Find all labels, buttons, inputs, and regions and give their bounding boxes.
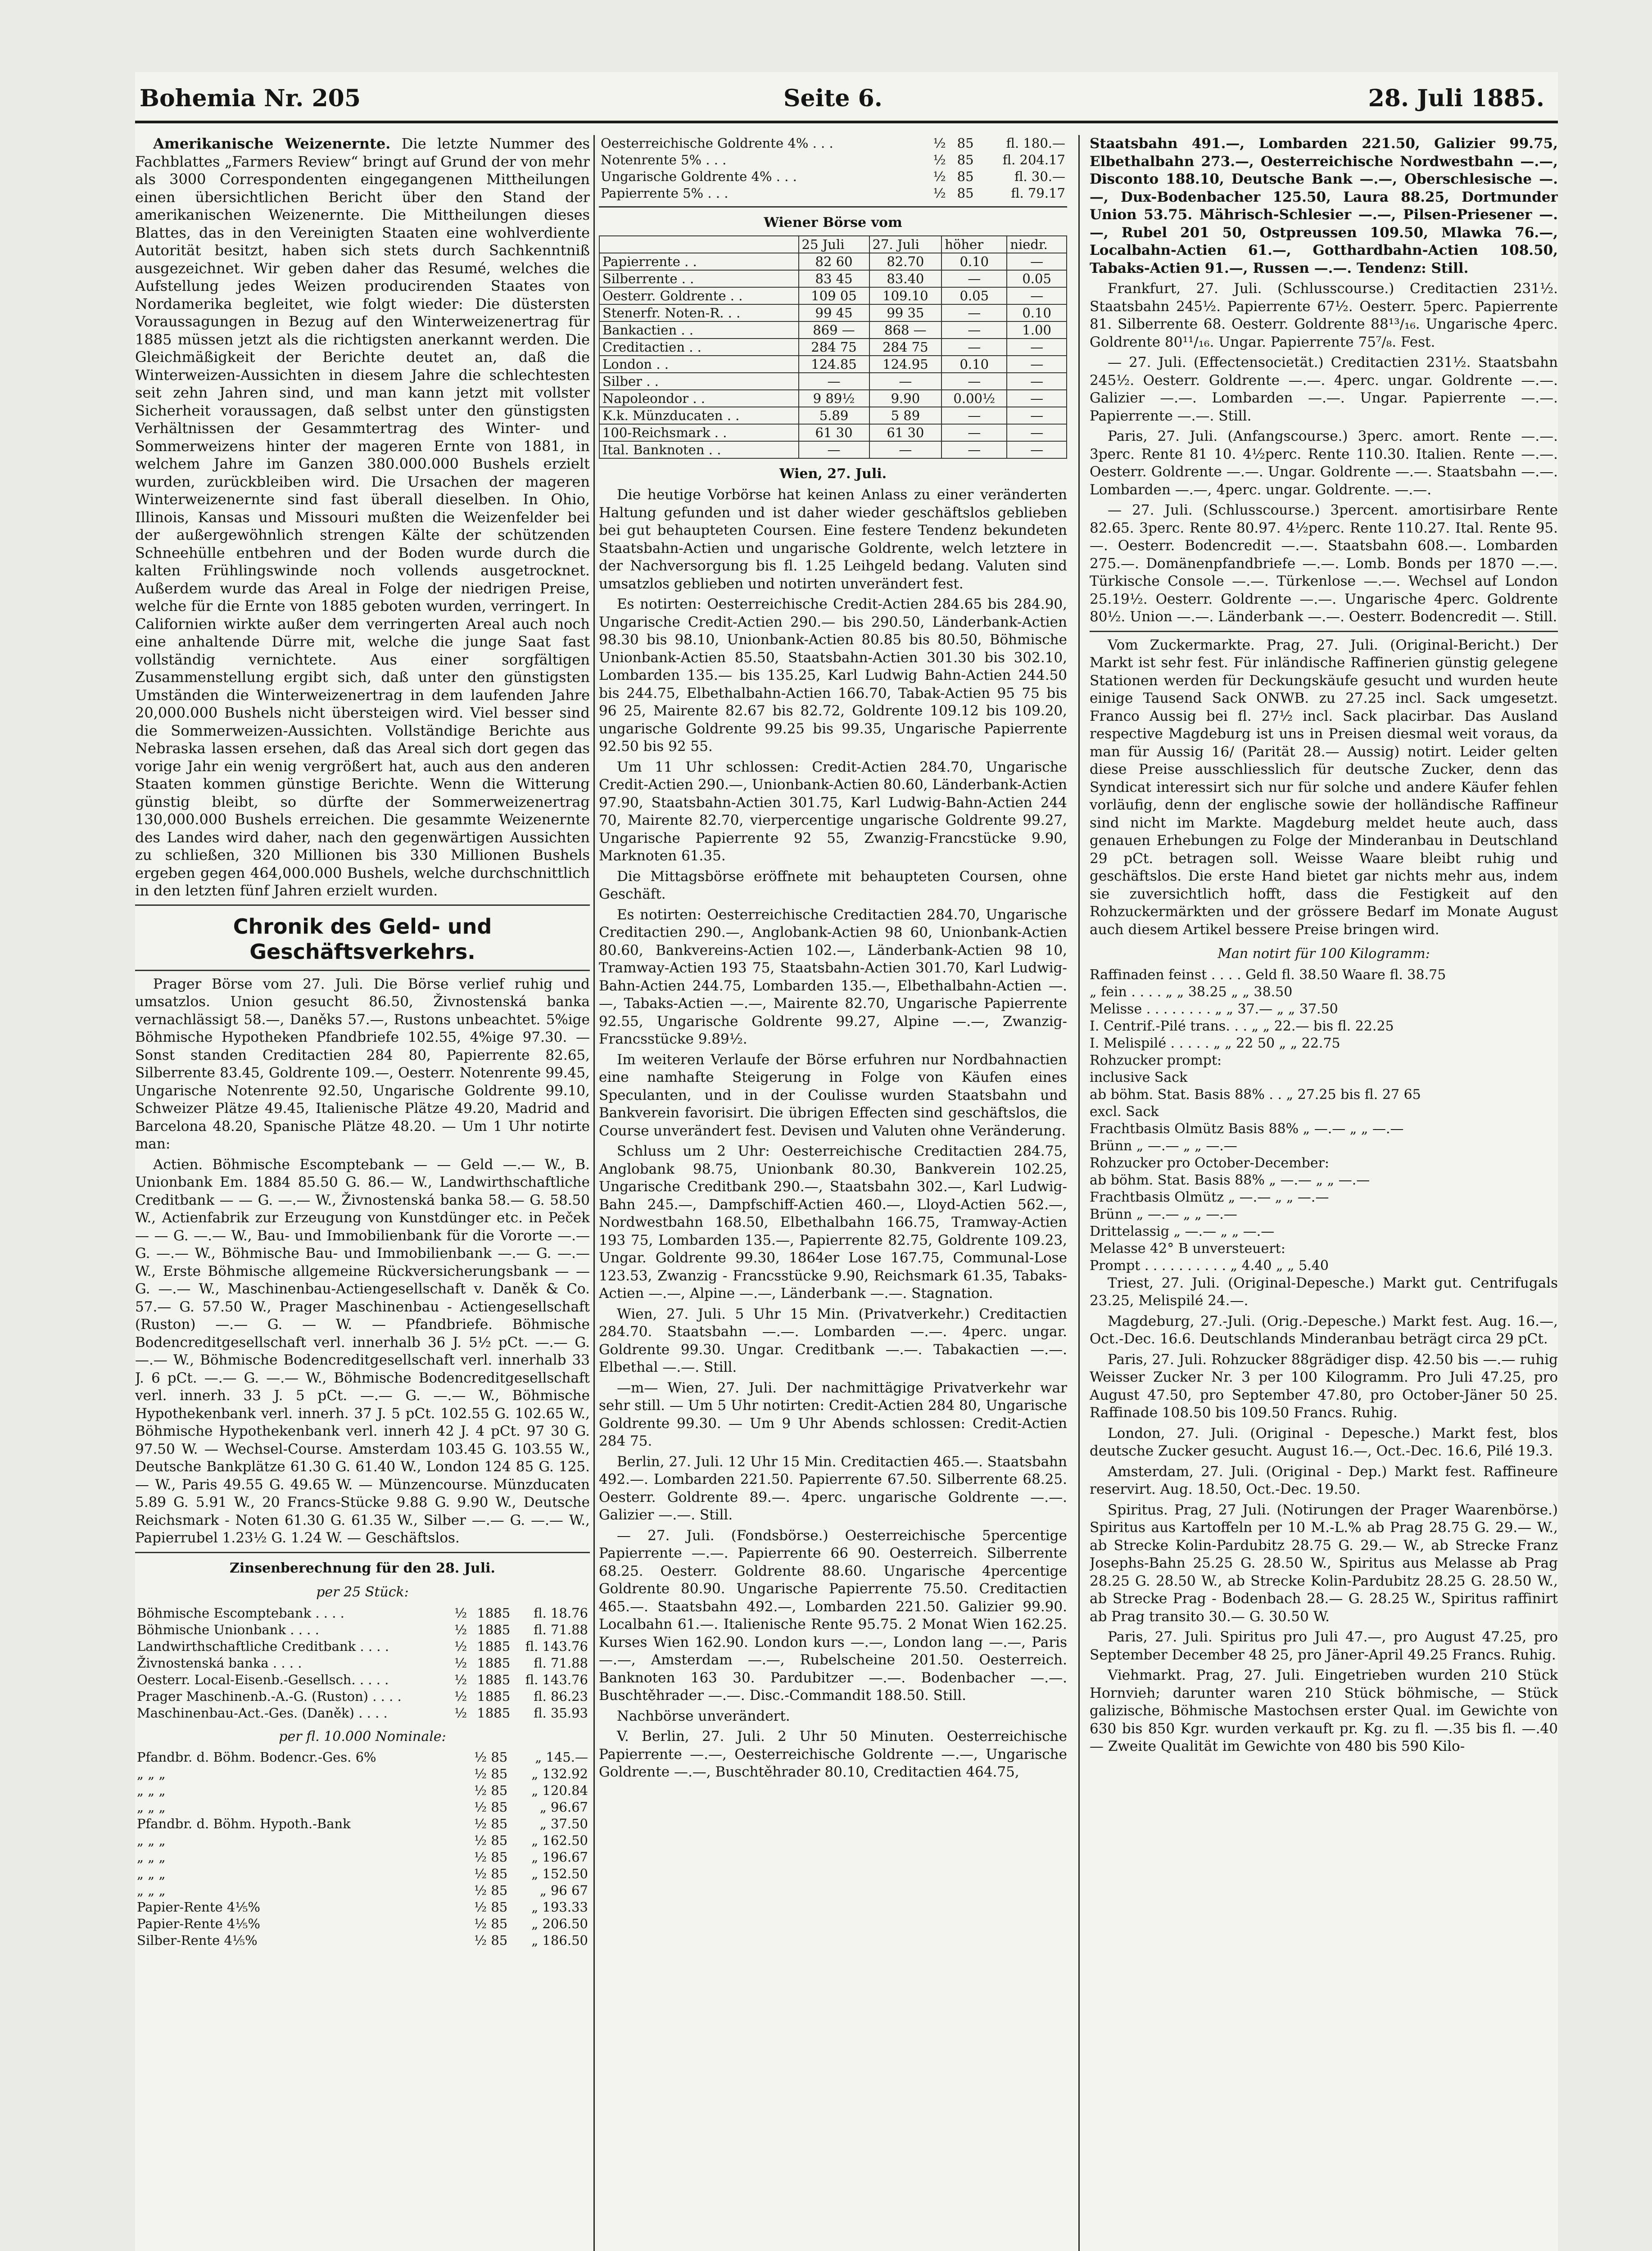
zinsen-pct: ½ [454, 1688, 467, 1704]
pfand-pct: ½ 85 [474, 1749, 508, 1765]
kurs-cell: 99 35 [869, 304, 942, 321]
kurs-cell: 284 75 [799, 339, 869, 356]
column-left [135, 135, 590, 1949]
pfand-name: Papier-Rente 4⅕% [137, 1916, 260, 1931]
wien-reports [599, 486, 1067, 1781]
zinsen-subtitle: per 25 Stück: [316, 1584, 409, 1600]
kurs-cell: — [1007, 287, 1067, 304]
prag-actien-paragraph: Actien. Böhmische Escomptebank — — Geld —.— W., B. Unionbank Em. 1884 85.50 G. 86.— W., Landwirthschaftliche Creditbank — — G. —.— W., Živnostenská banka 58.— G. 58.50 W., Actienfabrik zur Erzeugung von Kunstdünger etc. in Peček — — G. —.— W., Bau- und Immobilienbank für die Vororte —.— G. —.— W., Böhmische Bau- und Immobilienbank —.— G. —.— W., Erste Böhmische allgemeine Rückversicherungsbank — — G. —.— W., Maschinenbau-Actiengesellschaft v. Daněk & Co. 57.— G. 57.50 W., Prager Maschinenbau - Actiengesellschaft (Ruston) —.— G. — W. — Pfandbriefe. Böhmische Bodencreditgesellschaft verl. innerhalb 36 J. 5½ pCt. —.— G. —.— W., Böhmische Bodencreditgesellschaft verl. innerhalb 33 J. 6 pCt. —.— G. —.— W., Böhmische Bodencreditgesellschaft verl. innerh. 33 J. 5 pCt. —.— G. —.— W., Böhmische Hypothekenbank verl. innerh. 37 J. 5 pCt. 102.55 G. 102.65 W., Böhmische Hypothekenbank verl. innerh 42 J. 4 pCt. 97 30 G. 97.50 W. — Wechsel-Course. Amsterdam 103.45 G. 103.55 W., Deutsche Bankplätze 61.30 G. 61.40 W., London 124 85 G. 125.— W., Paris 49.55 G. 49.65 W. — Münzencourse. Münzducaten 5.89 G. 5.91 W., 20 Francs-Stücke 9.88 G. 9.90 W., Deutsche Reichsmark - Noten 61.30 G. 61.35 W., Silber —.— G. —.— W., Papierrubel 1.23½ G. 1.24 W. — Geschäftslos. [135, 1156, 590, 1546]
pfand-pct: ½ 85 [474, 1833, 508, 1848]
zinsen-title: Zinsenberechnung für den 28. Juli. [230, 1560, 495, 1576]
kurs-cell: 82 60 [799, 253, 869, 270]
kurs-cell: — [1007, 339, 1067, 356]
kurs-header-cell [599, 236, 799, 253]
pfand-pct: ½ 85 [474, 1799, 508, 1815]
pfand-row [135, 1782, 590, 1799]
kurs-cell: — [1007, 373, 1067, 390]
pfand-value: „ 196.67 [531, 1849, 588, 1865]
renten-row [599, 135, 1067, 152]
pfand-row [135, 1849, 590, 1866]
pfand-name: „ „ „ [137, 1883, 166, 1898]
raw-sugar-row: Prompt . . . . . . . . . . „ 4.40 „ „ 5.40 [1090, 1257, 1329, 1274]
section-rule [135, 1552, 590, 1553]
zinsen-row [135, 1638, 590, 1655]
kurs-cell: — [799, 441, 869, 458]
wien-paragraph: Im weiteren Verlaufe der Börse erfuhren nur Nordbahnactien eine namhafte Steigerung in Folge von Käufen eines Speculanten, und in der Coulisse wurden Staatsbahn und Bankverein favorisirt. Die übrigen Effecten sind geschäftslos, die Course unverändert fest. Devisen und Valuten ohne Veränderung. [599, 1051, 1067, 1139]
zinsen-subtitle-2: per fl. 10.000 Nominale: [279, 1728, 446, 1745]
renten-table [599, 135, 1067, 202]
pfand-value: „ 145.— [535, 1749, 588, 1765]
kurs-cell: 124.95 [869, 356, 942, 373]
kurs-cell: 124.85 [799, 356, 869, 373]
kurs-cell: — [941, 373, 1007, 390]
kurs-cell: — [941, 339, 1007, 356]
wien-dateline: Wien, 27. Juli. [779, 466, 887, 482]
kurs-cell: 109.10 [869, 287, 942, 304]
kurs-cell: 109 05 [799, 287, 869, 304]
zinsen-pct: ½ [454, 1638, 467, 1654]
zinsen-name: Maschinenbau-Act.-Ges. (Daněk) . . . . [137, 1705, 388, 1721]
renten-name: Ungarische Goldrente 4% . . . [601, 169, 797, 184]
zinsen-pct: ½ [454, 1605, 467, 1621]
renten-name: Oesterreichische Goldrente 4% . . . [601, 136, 833, 151]
kurs-cell: 61 30 [799, 424, 869, 441]
zinsen-year: 1885 [477, 1672, 511, 1687]
kurs-header-row [599, 236, 1067, 253]
zinsen-pct: ½ [454, 1655, 467, 1671]
kurs-cell: 869 — [799, 321, 869, 339]
header-rule [135, 121, 1558, 123]
kurs-cell: — [941, 407, 1007, 424]
renten-value: fl. 204.17 [1002, 152, 1065, 167]
kurs-cell: 0.10 [941, 253, 1007, 270]
section-rule [599, 206, 1067, 208]
pfand-pct: ½ 85 [474, 1933, 508, 1948]
kurs-cell: 83.40 [869, 270, 942, 287]
raw-sugar-row: Brünn „ —.— „ „ —.— [1090, 1206, 1237, 1222]
pfand-row [135, 1766, 590, 1782]
column-right [1090, 135, 1558, 1758]
market-paragraph: Triest, 27. Juli. (Original-Depesche.) Markt gut. Centrifugals 23.25, Melispilé 24.—. [1090, 1275, 1558, 1309]
pfand-row [135, 1916, 590, 1932]
kurs-cell: — [869, 441, 942, 458]
kurs-label: Stenerfr. Noten-R. . . [599, 304, 799, 321]
kurs-row [599, 390, 1067, 407]
pfand-pct: ½ 85 [474, 1816, 508, 1831]
kurs-cell: 1.00 [1007, 321, 1067, 339]
kurs-header-cell: 25 Juli [799, 236, 869, 253]
pfand-name: Papier-Rente 4⅕% [137, 1899, 260, 1915]
market-reports [1090, 1275, 1558, 1756]
wiener-kurs-table [599, 235, 1067, 459]
market-paragraph: Spiritus. Prag, 27 Juli. (Notirungen der Prager Waarenbörse.) Spiritus aus Kartoffeln per 10 M.-L.% ab Prag 28.75 G. 29.— W., ab Strecke Kolin-Pardubitz 28.75 G. 29.— W., ab Strecke Franz Josephs-Bahn 25.25 G. 28.50 W., Spiritus aus Melasse ab Prag 28.25 G. 28.50 W., ab Strecke Kolin-Pardubitz 28.25 G. 28.50 W., ab Strecke Prag - Bodenbach 28.— G. 28.25 W., Spiritus raffinirt ab Prag transito 30.— G. 30.50 W. [1090, 1501, 1558, 1625]
zinsen-pct: ½ [454, 1622, 467, 1637]
pfand-row [135, 1799, 590, 1816]
pfand-value: „ 132.92 [531, 1766, 588, 1781]
pfand-name: „ „ „ [137, 1849, 166, 1865]
zinsen-name: Landwirthschaftliche Creditbank . . . . [137, 1638, 389, 1654]
sugar-price-row: I. Centrif.-Pilé trans. . . „ „ 22.— bis fl. 22.25 [1090, 1018, 1394, 1034]
wien-paragraph: Es notirten: Oesterreichische Creditactien 284.70, Ungarische Creditactien 290.—, Anglobank-Actien 98 60, Unionbank-Actien 80.60, Bankvereins-Actien 102.—, Länderbank-Actien 98 10, Tramway-Actien 193 75, Staatsbahn-Actien 301.70, Karl Ludwig-Bahn-Actien 244.75, Lombarden 135.—, Elbethalbahn-Actien —.—, Tabaks-Actien —.—, Mairente 82.70, Ungarische Papierrente 92.55, Ungarische Goldrente 99.27, Alpine —.—, Zwanzig-Francsstücke 9.89½. [599, 906, 1067, 1047]
pfand-name: Pfandbr. d. Böhm. Hypoth.-Bank [137, 1816, 351, 1831]
zinsen-value: fl. 71.88 [534, 1622, 588, 1637]
pfandbrief-table [135, 1749, 590, 1949]
pfand-value: „ 162.50 [531, 1833, 588, 1848]
wien-paragraph: Schluss um 2 Uhr: Oesterreichische Creditactien 284.75, Anglobank 98.75, Unionbank 80.30, Bankverein 102.25, Ungarische Creditbank 290.—, Staatsbahn 302.—, Karl Ludwig-Bahn 245.—, Dampfschiff-Actien 460.—, Lloyd-Actien 562.—, Nordwestbahn 168.50, Elbethalbahn 166.75, Tramway-Actien 193 75, Lombarden 135.—, Papierrente 82.75, Goldrente 109.23, Ungar. Goldrente 99.30, 1864er Lose 167.75, Communal-Lose 123.53, Zwanzig - Francsstücke 9.90, Reichsmark 61.35, Tabaks-Actien —.—, Alpine —.—, Länderbank —.—. Stagnation. [599, 1143, 1067, 1302]
pfand-pct: ½ 85 [474, 1849, 508, 1865]
zinsen-value: fl. 86.23 [534, 1688, 588, 1704]
section-rule [135, 970, 590, 971]
exchange-paragraph: — 27. Juli. (Effectensocietät.) Creditactien 231½. Staatsbahn 245½. Oesterr. Goldrente —.—. 4perc. ungar. Goldrente —.—. Galizier —.—. Lombarden —.—. Ungar. Papierrente —.—. Papierrente —.—. Still. [1090, 354, 1558, 424]
kurs-cell: — [1007, 441, 1067, 458]
pfand-name: Silber-Rente 4⅕% [137, 1933, 258, 1948]
kurs-row [599, 287, 1067, 304]
wien-paragraph: Berlin, 27. Juli. 12 Uhr 15 Min. Creditactien 465.—. Staatsbahn 492.—. Lombarden 221.50. Papierrente 67.50. Silberrente 68.25. Oesterr. Goldrente 89.—. 4perc. ungarische Goldrente —.—. Galizier —.—. Still. [599, 1453, 1067, 1523]
raw-sugar-row: Frachtbasis Olmütz Basis 88% „ —.— „ „ —.— [1090, 1121, 1404, 1137]
renten-name: Papierrente 5% . . . [601, 185, 729, 201]
kurs-cell: — [941, 424, 1007, 441]
column-rule-2 [1078, 135, 1080, 2251]
renten-pct: ½ [933, 169, 946, 184]
exchange-paragraph: Frankfurt, 27. Juli. (Schlusscourse.) Creditactien 231½. Staatsbahn 245½. Papierrente 67½. Oesterr. 5perc. Papierrente 81. Silberrente 68. Oesterr. Goldrente 88¹³/₁₆. Ungarische 4perc. Goldrente 80¹¹/₁₆. Ungar. Papierrente 75⁷/₈. Fest. [1090, 280, 1558, 350]
pfand-value: „ 96 67 [539, 1883, 588, 1898]
prag-boerse-paragraph: Prager Börse vom 27. Juli. Die Börse verlief ruhig und umsatzlos. Union gesucht 86.50, Živnostenská banka vernachlässigt 58.—, Daněks 57.—, Rustons unbeachtet. 5%ige Böhmische Hypotheken Pfandbriefe 102.55, 4%ige 97.30. — Sonst standen Creditactien 284 80, Papierrente 82.65, Silberrente 83.45, Goldrente 109.—, Oesterr. Notenrente 99.45, Ungarische Notenrente 92.50, Ungarische Goldrente 99.10, Schweizer Plätze 49.45, Italienische Plätze 49.20, Madrid and Barcelona 48.20, Spanische Plätze 48.20. — Um 1 Uhr notirte man: [135, 976, 590, 1152]
sugar-table-head: Man notirt für 100 Kilogramm: [1218, 946, 1430, 962]
zinsen-name: Prager Maschinenb.-A.-G. (Ruston) . . . . [137, 1688, 402, 1704]
pfand-name: „ „ „ [137, 1799, 166, 1815]
pfand-value: „ 186.50 [531, 1933, 588, 1948]
renten-pct: ½ [933, 136, 946, 151]
wien-paragraph: Es notirten: Oesterreichische Credit-Actien 284.65 bis 284.90, Ungarische Credit-Actien 290.— bis 290.50, Länderbank-Actien 98.30 bis 98.10, Unionbank-Actien 80.85 bis 80.50, Böhmische Unionbank-Actien 85.50, Staatsbahn-Actien 301.30 bis 302.10, Lombarden 135.— bis 135.25, Karl Ludwig Bahn-Actien 244.50 bis 244.75, Elbethalbahn-Actien 166.70, Tabak-Actien 95 75 bis 96 25, Mairente 82.67 bis 82.72, Goldrente 109.12 bis 109.20, ungarische Goldrente 99.25 bis 99.35, Ungarische Papierrente 92.50 bis 92 55. [599, 596, 1067, 755]
kurs-row [599, 407, 1067, 424]
kurs-row [599, 321, 1067, 339]
pfand-value: „ 193.33 [531, 1899, 588, 1915]
raw-sugar-row: Brünn „ —.— „ „ —.— [1090, 1138, 1237, 1154]
kurs-row [599, 304, 1067, 321]
wien-paragraph: Die heutige Vorbörse hat keinen Anlass zu einer veränderten Haltung gefunden und ist daher wieder geschäftslos geblieben bei gut behaupteten Coursen. Eine festere Tendenz bekundeten Staatsbahn-Actien und ungarische Goldrente, welch letztere in der Nachversorgung bis fl. 1.25 Leihgeld bedang. Valuten sind umsatzlos geblieben und notirten unverändert fest. [599, 487, 1067, 592]
kurs-cell: 5.89 [799, 407, 869, 424]
pfand-row [135, 1899, 590, 1916]
market-paragraph: Paris, 27. Juli. Rohzucker 88grädiger disp. 42.50 bis —.— ruhig Weisser Zucker Nr. 3 per 100 Kilogramm. Pro Juli 47.25, pro August 47.50, pro September 47.80, pro October-Jäner 50 25. Raffinade 108.50 bis 109.50 Francs. Ruhig. [1090, 1351, 1558, 1421]
zinsen-row [135, 1605, 590, 1622]
zinsen-pct: ½ [454, 1672, 467, 1687]
pfand-name: „ „ „ [137, 1766, 166, 1781]
zinsen-row [135, 1705, 590, 1722]
kurs-cell: 0.05 [1007, 270, 1067, 287]
kurs-cell: — [1007, 390, 1067, 407]
exchange-paragraph: Staatsbahn 491.—, Lombarden 221.50, Galizier 99.75, Elbethalbahn 273.—, Oesterreichische Nordwestbahn —.—, Disconto 188.10, Deutsche Bank —.—, Oberschlesische —.—, Dux-Bodenbacher 125.50, Laura 88.25, Dortmunder Union 53.75. Mährisch-Schlesier —.—, Pilsen-Priesener —.—, Rubel 201 50, Ostpreussen 109.50, Mlawka 76.—, Localbahn-Actien 61.—, Gotthardbahn-Actien 108.50, Tabaks-Actien 91.—, Russen —.—. Tendenz: Still. [1090, 136, 1558, 276]
kurs-cell: — [941, 304, 1007, 321]
pfand-name: Pfandbr. d. Böhm. Bodencr.-Ges. 6% [137, 1749, 376, 1765]
wien-paragraph: —m— Wien, 27. Juli. Der nachmittägige Privatverkehr war sehr still. — Um 5 Uhr notirten: Credit-Actien 284 80, Ungarische Goldrente 99.30. — Um 9 Uhr Abends schlossen: Credit-Actien 284 75. [599, 1379, 1067, 1449]
market-paragraph: London, 27. Juli. (Original - Depesche.) Markt fest, blos deutsche Zucker gesucht. August 16.—, Oct.-Dec. 16.6, Pilé 19.3. [1090, 1425, 1558, 1459]
wien-paragraph: V. Berlin, 27. Juli. 2 Uhr 50 Minuten. Oesterreichische Papierrente —.—, Oesterreichische Goldrente —.—, Ungarische Goldrente —.—, Buschtěhrader 80.10, Creditactien 464.75, [599, 1728, 1067, 1780]
raw-sugar-list [1090, 1052, 1558, 1275]
zinsen-row [135, 1622, 590, 1638]
column-rule-1 [593, 135, 595, 2251]
market-paragraph: Paris, 27. Juli. Spiritus pro Juli 47.—, pro August 47.25, pro September December 48 25, pro Jäner-April 49.25 Francs. Ruhig. [1090, 1629, 1558, 1663]
zinsen-year: 1885 [477, 1622, 511, 1637]
renten-num: 85 [957, 169, 974, 184]
renten-name: Notenrente 5% . . . [601, 152, 727, 167]
chronik-title: Chronik des Geld- und Geschäftsverkehrs. [233, 914, 492, 964]
kurs-label: Oesterr. Goldrente . . [599, 287, 799, 304]
zinsen-year: 1885 [477, 1655, 511, 1671]
pfand-pct: ½ 85 [474, 1766, 508, 1781]
raw-sugar-row: inclusive Sack [1090, 1069, 1188, 1085]
sugar-price-row: „ fein . . . . „ „ 38.25 „ „ 38.50 [1090, 984, 1293, 1000]
pfand-row [135, 1816, 590, 1832]
renten-pct: ½ [933, 185, 946, 201]
zinsen-year: 1885 [477, 1638, 511, 1654]
renten-row [599, 152, 1067, 168]
kurs-cell: 868 — [869, 321, 942, 339]
kurs-label: Silberrente . . [599, 270, 799, 287]
kurs-cell: — [1007, 407, 1067, 424]
header-date: 28. Juli 1885. [1368, 85, 1544, 112]
kurs-row [599, 424, 1067, 441]
header-page-number: Seite 6. [783, 85, 883, 112]
kurs-row [599, 356, 1067, 373]
pfand-row [135, 1866, 590, 1882]
wiener-boerse-title: Wiener Börse vom [764, 215, 902, 231]
kurs-cell: 0.10 [941, 356, 1007, 373]
pfand-pct: ½ 85 [474, 1883, 508, 1898]
raw-sugar-row: ab böhm. Stat. Basis 88% „ —.— „ „ —.— [1090, 1172, 1370, 1188]
wheat-article-title: Amerikanische Weizenernte. [153, 135, 391, 152]
kurs-cell: — [941, 270, 1007, 287]
kurs-label: Napoleondor . . [599, 390, 799, 407]
pfand-pct: ½ 85 [474, 1899, 508, 1915]
kurs-row [599, 373, 1067, 390]
exchange-paragraph: — 27. Juli. (Schlusscourse.) 3percent. amortisirbare Rente 82.65. 3perc. Rente 80.97. 4½perc. Rente 110.27. Ital. Rente 95.—. Oesterr. Bodencredit —.—. Staatsbahn 608.—. Lombarden 275.—. Domänenpfandbriefe —.—. Lomb. Bonds per 1870 —.—. Türkische Console —.—. Türkenlose —.—. Wechsel auf London 25.19½. Oesterr. Goldrente —.—. Ungarische 4perc. Goldrente 80½. Union —.—. Länderbank —.—. Oesterr. Bodencredit —. Still. [1090, 502, 1558, 625]
sugar-price-row: Melisse . . . . . . . . „ „ 37.— „ „ 37.50 [1090, 1001, 1338, 1017]
zinsen-value: fl. 143.76 [525, 1672, 588, 1687]
wien-paragraph: Wien, 27. Juli. 5 Uhr 15 Min. (Privatverkehr.) Creditactien 284.70. Staatsbahn —.—. Lombarden —.—. 4perc. ungar. Goldrente 99.30. Ungar. Creditbank —.—. Tabakactien —.—. Elbethal —.—. Still. [599, 1306, 1067, 1375]
pfand-row [135, 1932, 590, 1949]
kurs-label: London . . [599, 356, 799, 373]
wien-paragraph: Die Mittagsbörse eröffnete mit behaupteten Coursen, ohne Geschäft. [599, 868, 1067, 902]
kurs-cell: — [1007, 424, 1067, 441]
page-header [135, 77, 1558, 117]
raw-sugar-row: ab böhm. Stat. Basis 88% . . „ 27.25 bis fl. 27 65 [1090, 1086, 1421, 1103]
column-middle [599, 135, 1067, 1784]
zinsen-pct: ½ [454, 1705, 467, 1721]
zinsen-row [135, 1688, 590, 1705]
renten-value: fl. 30.— [1014, 169, 1065, 184]
kurs-cell: 0.10 [1007, 304, 1067, 321]
pfand-pct: ½ 85 [474, 1866, 508, 1881]
pfand-pct: ½ 85 [474, 1783, 508, 1798]
renten-pct: ½ [933, 152, 946, 167]
kurs-cell: — [941, 441, 1007, 458]
renten-num: 85 [957, 136, 974, 151]
sugar-price-row: I. Melispilé . . . . . „ „ 22 50 „ „ 22.75 [1090, 1035, 1340, 1051]
section-rule [135, 904, 590, 906]
renten-value: fl. 79.17 [1011, 185, 1065, 201]
renten-value: fl. 180.— [1006, 136, 1065, 151]
pfand-pct: ½ 85 [474, 1916, 508, 1931]
pfand-value: „ 206.50 [531, 1916, 588, 1931]
pfand-name: „ „ „ [137, 1833, 166, 1848]
zinsen-name: Oesterr. Local-Eisenb.-Gesellsch. . . . . [137, 1672, 389, 1687]
raw-sugar-row: excl. Sack [1090, 1103, 1159, 1120]
kurs-cell: 5 89 [869, 407, 942, 424]
pfand-value: „ 120.84 [531, 1783, 588, 1798]
kurs-label: Papierrente . . [599, 253, 799, 270]
market-paragraph: Magdeburg, 27.-Juli. (Orig.-Depesche.) Markt fest. Aug. 16.—, Oct.-Dec. 16.6. Deutschlands Minderanbau beträgt circa 29 pCt. [1090, 1313, 1558, 1347]
kurs-cell: 0.00½ [941, 390, 1007, 407]
sugar-price-row: Raffinaden feinst . . . . Geld fl. 38.50 Waare fl. 38.75 [1090, 967, 1446, 983]
zinsen-value: fl. 18.76 [534, 1605, 588, 1621]
zinsen-value: fl. 71.88 [534, 1655, 588, 1671]
pfand-row [135, 1749, 590, 1766]
kurs-row [599, 339, 1067, 356]
kurs-label: Ital. Banknoten . . [599, 441, 799, 458]
pfand-value: „ 37.50 [539, 1816, 588, 1831]
zinsen-row [135, 1655, 590, 1672]
section-rule [1090, 631, 1558, 632]
raw-sugar-row: Rohzucker prompt: [1090, 1052, 1222, 1068]
kurs-cell: 83 45 [799, 270, 869, 287]
raw-sugar-row: Melasse 42° B unversteuert: [1090, 1240, 1285, 1257]
kurs-cell: — [1007, 356, 1067, 373]
pfand-row [135, 1832, 590, 1849]
foreign-exchange-reports [1090, 135, 1558, 626]
kurs-cell: 99 45 [799, 304, 869, 321]
kurs-cell: 61 30 [869, 424, 942, 441]
kurs-cell: — [869, 373, 942, 390]
kurs-label: Bankactien . . [599, 321, 799, 339]
pfand-value: „ 152.50 [531, 1866, 588, 1881]
kurs-header-cell: niedr. [1007, 236, 1067, 253]
kurs-row [599, 270, 1067, 287]
raw-sugar-row: Drittelassig „ —.— „ „ —.— [1090, 1223, 1275, 1239]
raw-sugar-row: Rohzucker pro October-December: [1090, 1155, 1330, 1171]
zinsen-row [135, 1672, 590, 1688]
kurs-row [599, 441, 1067, 458]
kurs-cell: 82.70 [869, 253, 942, 270]
kurs-cell: 284 75 [869, 339, 942, 356]
sugar-price-list [1090, 967, 1558, 1052]
renten-num: 85 [957, 185, 974, 201]
wien-paragraph: — 27. Juli. (Fondsbörse.) Oesterreichische 5percentige Papierrente —.—. Papierrente 66 90. Oesterreich. Silberrente 68.25. Oesterr. Goldrente 88.60. Ungarische 4percentige Goldrente 80.90. Ungarische Papierrente 75.50. Creditactien 465.—. Staatsbahn 492.—, Lombarden 221.50. Galizier 99.90. Localbahn 61.—. Italienische Rente 95.75. 2 Monat Wien 162.25. Kurses Wien 162.90. London kurs —.—, London lang —.—, Paris —.—, Amsterdam —.—, Rubelscheine 201.50. Oesterreich. Banknoten 163 30. Pardubitzer —.—. Bodenbacher —.—. Buschtěhrader —.—. Disc.-Commandit 188.50. Still. [599, 1527, 1067, 1704]
renten-row [599, 168, 1067, 185]
kurs-label: Creditactien . . [599, 339, 799, 356]
kurs-cell: — [1007, 253, 1067, 270]
kurs-label: K.k. Münzducaten . . [599, 407, 799, 424]
pfand-name: „ „ „ [137, 1866, 166, 1881]
zinsen-name: Živnostenská banka . . . . [137, 1655, 302, 1671]
wien-paragraph: Um 11 Uhr schlossen: Credit-Actien 284.70, Ungarische Credit-Actien 290.—, Unionbank-Actien 80.60, Länderbank-Actien 97.90, Staatsbahn-Actien 301.75, Karl Ludwig-Bahn-Actien 244 70, Mairente 82.70, vierpercentige ungarische Goldrente 99.27, Ungarische Papierrente 92 55, Zwanzig-Francstücke 9.90, Marknoten 61.35. [599, 759, 1067, 864]
kurs-header-cell: höher [941, 236, 1007, 253]
kurs-header-cell: 27. Juli [869, 236, 942, 253]
market-paragraph: Amsterdam, 27. Juli. (Original - Dep.) Markt fest. Raffineure reservirt. Aug. 18.50, Oct.-Dec. 19.50. [1090, 1463, 1558, 1497]
zinsen-value: fl. 143.76 [525, 1638, 588, 1654]
market-paragraph: Viehmarkt. Prag, 27. Juli. Eingetrieben wurden 210 Stück Hornvieh; darunter waren 210 Stück böhmische, — Stück galizische, Böhmische Mastochsen erster Qual. im Gewichte von 630 bis 850 Kgr. wurden verkauft pr. Kg. zu fl. —.35 bis fl. —.40 — Zweite Qualität im Gewichte von 480 bis 590 Kilo- [1090, 1667, 1558, 1754]
kurs-cell: — [941, 321, 1007, 339]
kurs-label: 100-Reichsmark . . [599, 424, 799, 441]
kurs-cell: 0.05 [941, 287, 1007, 304]
zinsen-year: 1885 [477, 1705, 511, 1721]
zinsen-name: Böhmische Unionbank . . . . [137, 1622, 319, 1637]
wien-paragraph: Nachbörse unverändert. [617, 1708, 790, 1724]
pfand-name: „ „ „ [137, 1783, 166, 1798]
kurs-cell: — [799, 373, 869, 390]
zinsen-year: 1885 [477, 1688, 511, 1704]
renten-row [599, 185, 1067, 202]
header-paper-name: Bohemia Nr. 205 [140, 85, 361, 112]
zinsen-year: 1885 [477, 1605, 511, 1621]
exchange-paragraph: Paris, 27. Juli. (Anfangscourse.) 3perc. amort. Rente —.—. 3perc. Rente 81 10. 4½perc. Rente 110.30. Italien. Rente —.—. Oesterr. Goldrente —.—. Ungar. Goldrente —.—. Staatsbahn —.—. Lombarden —.—, 4perc. ungar. Goldrente. —.—. [1090, 428, 1558, 498]
kurs-label: Silber . . [599, 373, 799, 390]
zinsen-name: Böhmische Escomptebank . . . . [137, 1605, 344, 1621]
zinsen-value: fl. 35.93 [534, 1705, 588, 1721]
zinsen-table [135, 1605, 590, 1722]
wheat-article [135, 135, 590, 900]
raw-sugar-row: Frachtbasis Olmütz „ —.— „ „ —.— [1090, 1189, 1329, 1205]
wheat-article-text: Die letzte Nummer des Fachblattes „Farmers Review“ bringt auf Grund der von mehr als 3000 Correspondenten eingegangenen Mittheilungen einen übersichtlichen Bericht über den Stand der amerikanischen Weizenernte. Die Mittheilungen dieses Blattes, das in den Vereinigten Staaten eine wohlverdiente Autorität besitzt, haben sich stets durch Sachkenntniß ausgezeichnet. Wir geben daher das Resumé, welches die Aufstellung jedes Weizen producirenden Staates von Nordamerika begleitet, wie folgt wieder: Die düstersten Voraussagungen in Bezug auf den Winterweizenertrag für 1885 müssen jetzt als die richtigsten anerkannt werden. Die Gleichmäßigkeit der Berichte deutet an, daß die Winterweizen-Aussichten in diesem Jahre die schlechtesten seit zehn Jahren sind, und man kann jetzt mit vollster Sicherheit voraussagen, daß selbst unter den günstigsten Verhältnissen der Gesammtertrag des Winter- und Sommerweizens hinter der mageren Ernte von 1881, in welchem Jahre im Ganzen 380.000.000 Bushels erzielt wurden, zurückbleiben wird. Die Ursachen der mageren Winterweizenernte sind fast überall dieselben. In Ohio, Illinois, Kansas und Missouri mußten die Weizenfelder bei der außergewöhnlich strengen Kälte der schützenden Schneehülle entbehren und der Boden wurde durch die kalten Frühlingswinde noch vollends ausgetrocknet. Außerdem wurde das Areal in Folge der niedrigen Preise, welche für die Ernte von 1885 geboten wurden, verringert. In Californien wirkte außer dem verringerten Areal auch noch eine anhaltende Dürre mit, welche die junge Saat fast vollständig vernichtete. Aus einer sorgfältigen Zusammenstellung ergibt sich, daß unter den günstigsten Umständen die Winterweizenertrag in dem laufenden Jahre 20,000.000 Bushels nicht übersteigen wird. Viel besser sind die Sommerweizen-Aussichten. Vollständige Berichte aus Nebraska lassen ersehen, daß das Areal sich dort gegen das vorige Jahr ein wenig vergrößert hat, auch aus den anderen Staaten kommen günstige Berichte. Wenn die Witterung günstig bleibt, so dürfte der Sommerweizenertrag 130,000.000 Bushels erreichen. Die gesammte Weizenernte des Landes wird daher, nach den gegenwärtigen Aussichten zu schließen, 320 Millionen bis 330 Millionen Bushels ergeben gegen 464,000.000 Bushels, welche durchschnittlich in den letzten fünf Jahren erzielt wurden. [135, 135, 590, 899]
kurs-row [599, 253, 1067, 270]
kurs-cell: 9 89½ [799, 390, 869, 407]
pfand-value: „ 96.67 [539, 1799, 588, 1815]
zuckermarkt-paragraph: Vom Zuckermarkte. Prag, 27. Juli. (Original-Bericht.) Der Markt ist sehr fest. Für inländische Raffinerien günstig gelegene Stationen werden für Deckungskäufe gesucht und wurden heute einige Tausend Sack ONWB. zu 27.25 incl. Sack umgesetzt. Franco Aussig bei fl. 27½ incl. Sack placirbar. Das Ausland respective Magdeburg ist uns in Preisen diesmal weit voraus, da man für Aussig 16/ (Parität 28.— Aussig) notirt. Leider gelten diese Preise ausschliesslich für deutsche Zucker, denn das Syndicat interessirt sich nur für solche und andere Käufer fehlen vorläufig, denn der englische sowie der holländische Raffineur sind nicht im Markte. Magdeburg meldet heute auch, dass genauen Erhebungen zu Folge der Minderanbau in Deutschland 29 pCt. betragen soll. Weisse Waare bleibt ruhig und geschäftslos. Die erste Hand bietet gar nichts mehr aus, indem sie zuversichtlich hofft, dass die Festigkeit auf den Rohzuckermärkten und der grössere Bedarf im Monate August auch diesem Artikel bessere Preise bringen wird. [1090, 637, 1558, 938]
kurs-cell: 9.90 [869, 390, 942, 407]
pfand-row [135, 1882, 590, 1899]
renten-num: 85 [957, 152, 974, 167]
